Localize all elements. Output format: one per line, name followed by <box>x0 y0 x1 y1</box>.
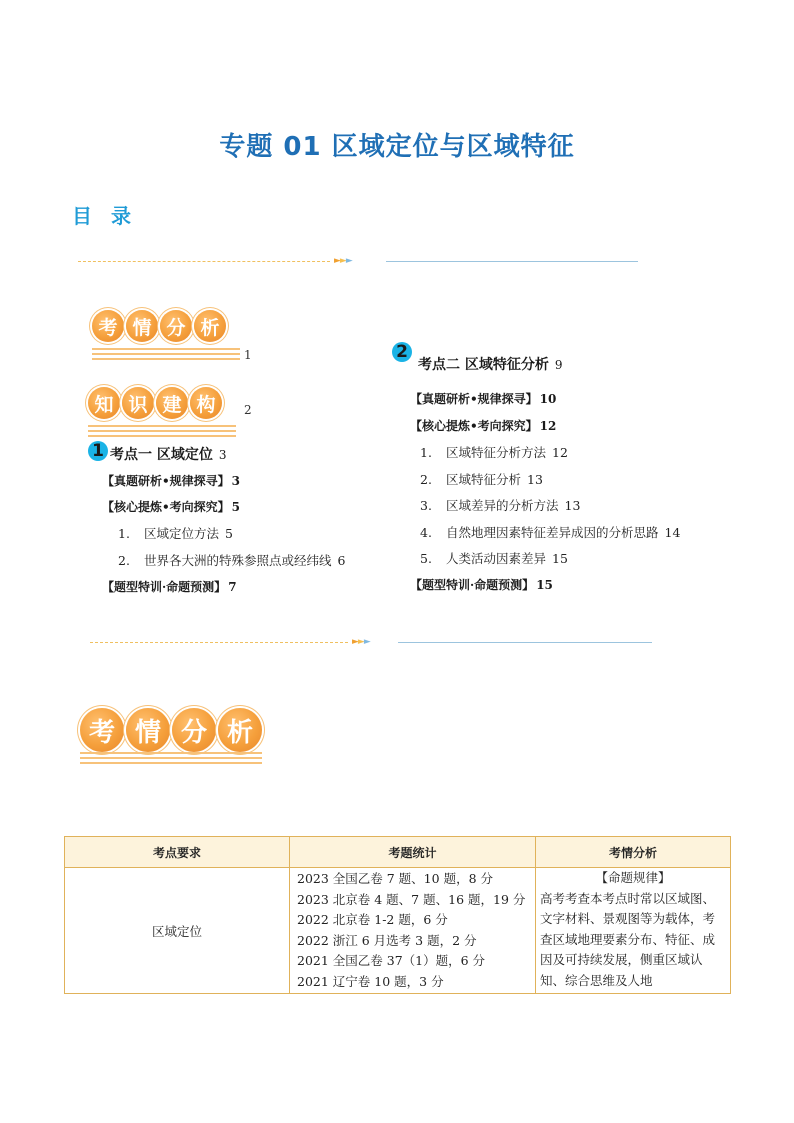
toc-page: 15 <box>552 551 568 566</box>
stat-line: 2021 辽宁卷 10 题，3 分 <box>297 973 444 989</box>
toc-page: 14 <box>664 525 681 540</box>
toc-section-label: 【核心提炼•考向探究】 <box>410 419 538 433</box>
toc-point-2[interactable] <box>418 354 563 374</box>
table-header-row <box>65 837 731 868</box>
toc-section[interactable] <box>102 472 240 489</box>
separator-dashed <box>78 261 330 262</box>
toc-section-label: 【真题研析•规律探寻】 <box>410 392 538 406</box>
badge-char: 分 <box>160 310 192 342</box>
toc-item-index: 1. <box>420 445 432 460</box>
analysis-head: 【命题规律】 <box>595 870 671 885</box>
toc-section[interactable] <box>102 498 240 515</box>
toc-point-label: 考点二 区域特征分析 <box>418 357 549 373</box>
badge-char: 情 <box>126 708 170 752</box>
toc-page: 5 <box>231 500 241 514</box>
toc-item-label: 区域特征分析方法 <box>446 445 547 460</box>
page-number: 1 <box>244 348 252 362</box>
badge-knowledge[interactable] <box>88 387 222 419</box>
toc-item-label: 区域差异的分析方法 <box>446 498 559 513</box>
toc-section[interactable] <box>102 578 237 595</box>
stat-line: 2022 北京卷 1-2 题，6 分 <box>297 912 448 927</box>
arrows-icon: ►►► <box>352 637 370 647</box>
toc-item[interactable] <box>420 549 568 567</box>
toc-page: 13 <box>527 472 543 487</box>
toc-page: 3 <box>231 474 241 488</box>
toc-page: 15 <box>536 578 553 592</box>
toc-page: 13 <box>564 498 581 513</box>
badge-char: 识 <box>122 387 154 419</box>
badge-char: 析 <box>218 708 262 752</box>
badge-underline <box>88 425 236 440</box>
toc-item[interactable] <box>420 443 568 461</box>
toc-section[interactable] <box>410 390 556 407</box>
requirement-cell: 区域定位 <box>65 868 290 994</box>
toc-page: 10 <box>539 392 557 406</box>
toc-item-label: 自然地理因素特征差异成因的分析思路 <box>446 525 659 540</box>
badge-char: 考 <box>80 708 124 752</box>
exam-stats-table <box>64 836 731 994</box>
toc-page: 3 <box>218 448 227 462</box>
table-header: 考情分析 <box>536 837 731 868</box>
badge-underline <box>92 348 240 363</box>
table-header: 考点要求 <box>65 837 290 868</box>
toc-item-label: 区域定位方法 <box>144 526 220 541</box>
toc-item-label: 区域特征分析 <box>446 472 522 487</box>
toc-item-index: 2. <box>420 472 432 487</box>
toc-section-label: 【题型特训·命题预测】 <box>410 578 535 592</box>
toc-item-label: 人类活动因素差异 <box>446 551 547 566</box>
toc-section[interactable] <box>410 417 556 434</box>
toc-item-label: 世界各大洲的特殊参照点或经纬线 <box>144 553 332 568</box>
toc-section-label: 【题型特训·命题预测】 <box>102 580 227 594</box>
point-number-badge: 1 <box>88 441 108 461</box>
toc-item[interactable] <box>118 524 233 542</box>
page-number: 2 <box>244 403 252 417</box>
toc-item-index: 3. <box>420 498 432 513</box>
toc-item[interactable] <box>420 523 680 541</box>
toc-item[interactable] <box>420 496 580 514</box>
toc-section-label: 【核心提炼•考向探究】 <box>102 500 230 514</box>
separator-line <box>386 261 638 262</box>
stat-line: 2023 全国乙卷 7 题、10 题，8 分 <box>297 871 493 886</box>
stat-line: 2021 全国乙卷 37（1）题，6 分 <box>297 953 486 968</box>
toc-section-label: 【真题研析•规律探寻】 <box>102 474 230 488</box>
toc-item[interactable] <box>420 470 543 488</box>
toc-item-index: 4. <box>420 525 432 540</box>
badge-char: 析 <box>194 310 226 342</box>
section-badge-exam-analysis <box>80 708 262 752</box>
badge-char: 考 <box>92 310 124 342</box>
badge-char: 知 <box>88 387 120 419</box>
badge-underline <box>80 752 262 767</box>
toc-point-1[interactable] <box>110 444 227 464</box>
badge-char: 构 <box>190 387 222 419</box>
badge-char: 情 <box>126 310 158 342</box>
badge-char: 分 <box>172 708 216 752</box>
toc-item-index: 2. <box>118 553 130 568</box>
arrows-icon: ►►► <box>334 256 352 266</box>
toc-heading: 目 录 <box>72 204 137 228</box>
toc-page: 6 <box>337 553 346 568</box>
toc-item-index: 1. <box>118 526 130 541</box>
stat-line: 2023 北京卷 4 题、7 题、16 题，19 分 <box>297 891 526 907</box>
toc-section[interactable] <box>410 576 553 593</box>
table-row <box>65 868 731 994</box>
point-number-badge: 2 <box>392 342 412 362</box>
separator-line <box>398 642 652 643</box>
toc-page: 12 <box>539 419 557 433</box>
table-header: 考题统计 <box>290 837 536 868</box>
analysis-cell <box>536 868 731 994</box>
stats-cell <box>290 868 536 994</box>
toc-page: 9 <box>554 358 563 372</box>
toc-item[interactable] <box>118 551 345 569</box>
badge-exam-analysis[interactable] <box>92 310 226 342</box>
page-title: 专题 01 区域定位与区域特征 <box>219 132 575 162</box>
toc-page: 7 <box>228 580 237 594</box>
analysis-body: 高考考查本考点时常以区域图、文字材料、景观图等为载体，考查区域地理要素分布、特征、成因及可持续发展，侧重区域认知、综合思维及人地 <box>540 890 716 988</box>
badge-char: 建 <box>156 387 188 419</box>
separator-dashed <box>90 642 348 643</box>
toc-item-index: 5. <box>420 551 432 566</box>
toc-point-label: 考点一 区域定位 <box>110 447 213 463</box>
stat-line: 2022 浙江 6 月选考 3 题，2 分 <box>297 932 477 948</box>
toc-page: 5 <box>225 526 233 541</box>
toc-page: 12 <box>552 445 568 460</box>
